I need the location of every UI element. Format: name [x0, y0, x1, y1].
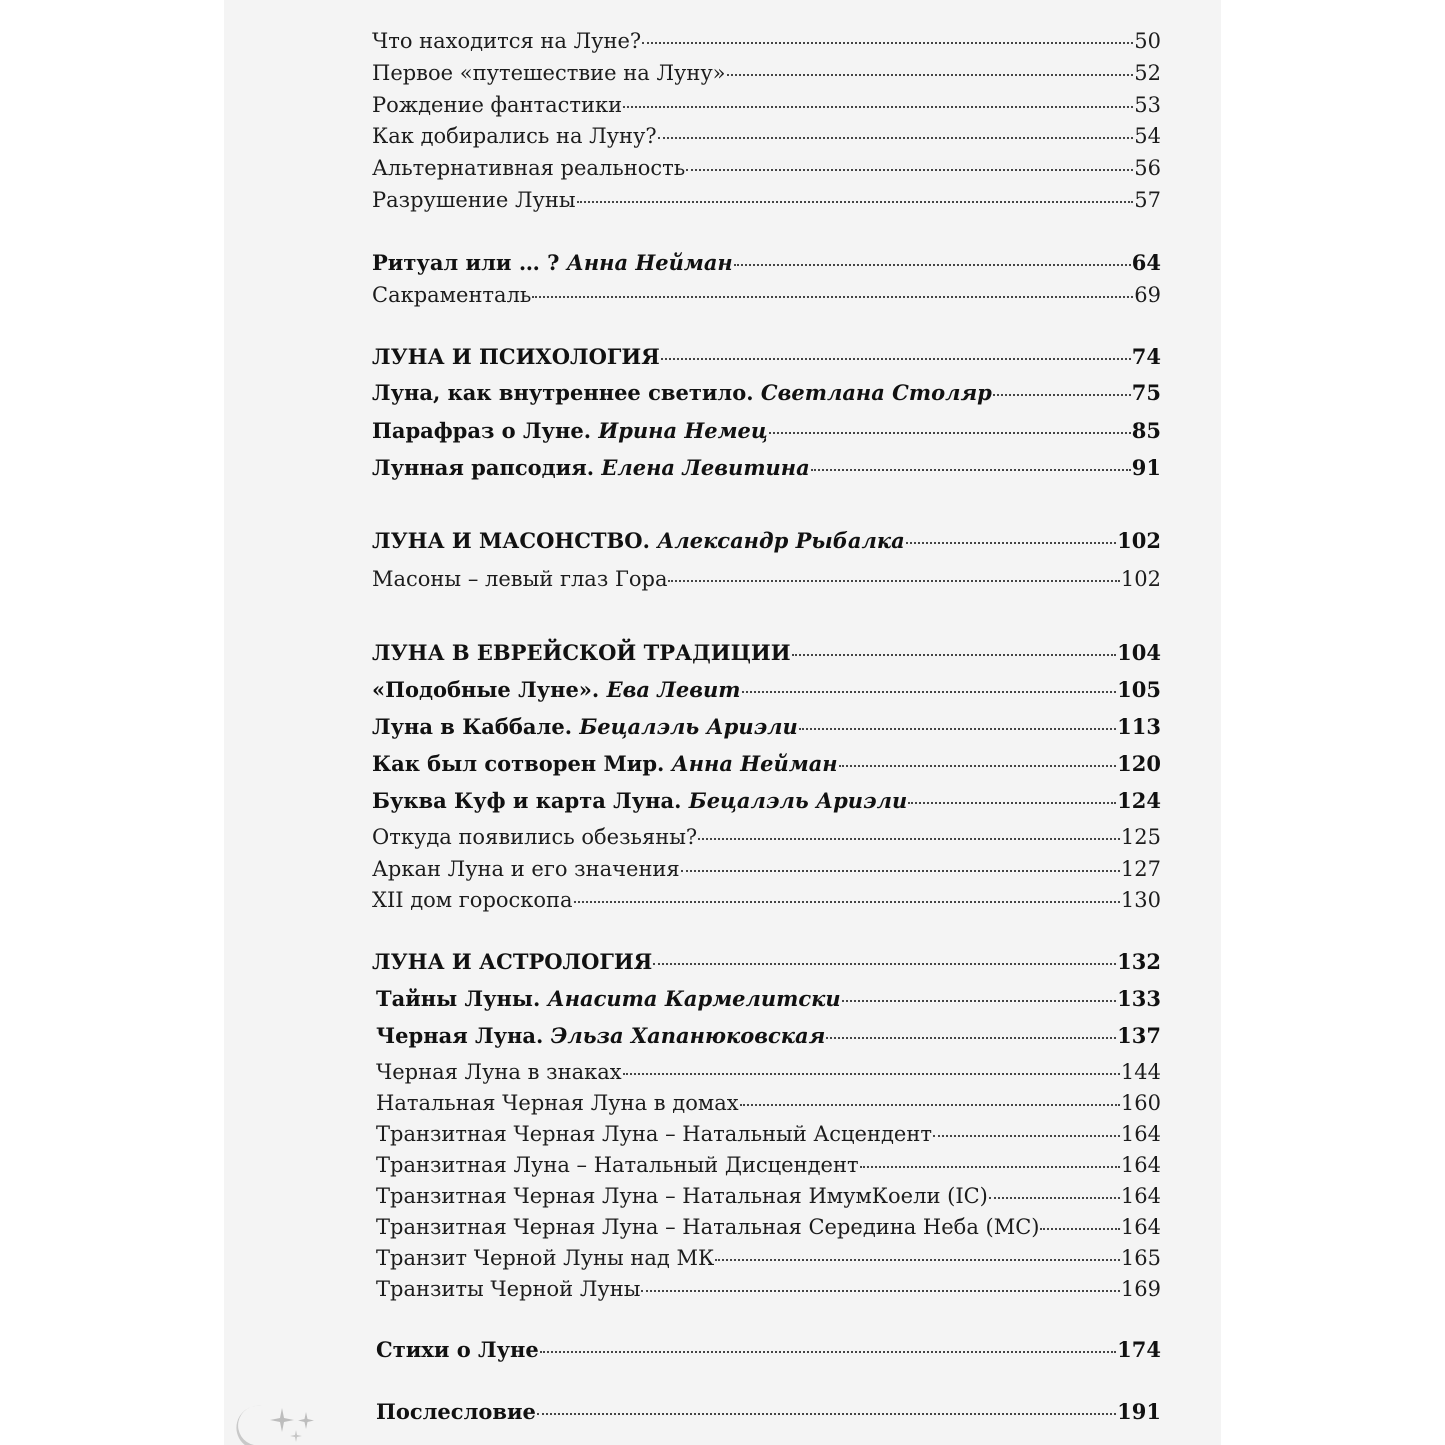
toc-entry-title: [372, 187, 576, 213]
toc-page-number: 160: [1120, 1091, 1161, 1115]
dot-leader: [842, 1000, 1116, 1002]
toc-page-number: 164: [1120, 1215, 1161, 1239]
toc-entry-title: [376, 1337, 539, 1363]
toc-page-number: 133: [1117, 986, 1161, 1011]
dot-leader: [860, 1166, 1120, 1168]
toc-page-number: 164: [1120, 1122, 1161, 1146]
toc-title-text: Транзитная Черная Луна – Натальный Асцендент: [376, 1122, 932, 1146]
toc-entry-title: [372, 123, 657, 149]
toc-title-text: Парафраз о Луне.: [372, 418, 599, 443]
toc-title-text: Черная Луна.: [376, 1023, 551, 1048]
book-page: [224, 0, 1221, 1445]
toc-entry-title: [372, 155, 685, 181]
toc-title-text: Рождение фантастики: [372, 93, 623, 117]
toc-title-text: Как добирались на Луну?: [372, 124, 657, 148]
toc-page-number: 120: [1117, 751, 1161, 776]
toc-page-number: 165: [1120, 1246, 1161, 1270]
toc-entry-title: [372, 714, 798, 740]
toc-title-text: Аркан Луна и его значения: [372, 857, 680, 881]
toc-title-text: ЛУНА В ЕВРЕЙСКОЙ ТРАДИЦИИ: [372, 640, 791, 665]
toc-entry: [372, 751, 1161, 777]
toc-entry-title: [372, 640, 791, 666]
toc-entry: [372, 28, 1161, 54]
toc-entry-title: [376, 1245, 714, 1271]
dot-leader: [1040, 1228, 1119, 1230]
dot-leader: [811, 469, 1131, 471]
toc-author: Эльза Хапанюковская: [550, 1023, 826, 1048]
toc-title-text: ЛУНА И МАСОНСТВО.: [372, 528, 658, 553]
toc-author: Елена Левитина: [601, 455, 810, 480]
dot-leader: [623, 1073, 1120, 1075]
dot-leader: [653, 963, 1116, 965]
toc-entry-title: [376, 1090, 739, 1116]
toc-title-text: «Подобные Луне».: [372, 677, 607, 702]
toc-page-number: 53: [1134, 93, 1161, 117]
dot-leader: [681, 870, 1120, 872]
toc-title-text: Транзит Черной Луны над МК: [376, 1246, 715, 1270]
dot-leader: [574, 901, 1120, 903]
toc-page-number: 85: [1131, 418, 1161, 443]
toc-entry: [376, 1152, 1161, 1178]
toc-entry: [376, 1090, 1161, 1116]
toc-entry-title: [372, 887, 573, 913]
dot-leader: [792, 654, 1117, 656]
toc-entry: [372, 640, 1161, 666]
toc-entry-title: [372, 92, 622, 118]
toc-entry: [376, 1023, 1161, 1049]
toc-entry: [376, 1121, 1161, 1147]
toc-entry-title: [372, 949, 652, 975]
toc-author: Ева Левит: [606, 677, 741, 702]
dot-leader: [727, 74, 1134, 76]
toc-entry: [372, 282, 1161, 308]
dot-leader: [742, 691, 1117, 693]
toc-entry-title: [372, 380, 992, 406]
toc-page-number: 50: [1134, 29, 1161, 53]
toc-page-number: 105: [1117, 677, 1161, 702]
dot-leader: [734, 264, 1131, 266]
toc-entry-title: [372, 856, 680, 882]
toc-author: Бецалэль Ариэли: [579, 714, 798, 739]
toc-entry: [376, 1059, 1161, 1085]
toc-entry: [372, 528, 1161, 554]
toc-page-number: 57: [1134, 188, 1161, 212]
dot-leader: [623, 106, 1133, 108]
toc-title-text: Послесловие: [376, 1399, 536, 1424]
dot-leader: [686, 169, 1133, 171]
dot-leader: [641, 1290, 1119, 1292]
toc-entry: [376, 1399, 1161, 1425]
toc-title-text: Масоны – левый глаз Гора: [372, 567, 668, 591]
toc-entry-title: [372, 455, 810, 481]
toc-title-text: Транзитная Черная Луна – Натальная ИмумКоели (IC): [376, 1184, 988, 1208]
toc-entry: [376, 1183, 1161, 1209]
toc-page-number: 132: [1117, 949, 1161, 974]
toc-entry-title: [372, 28, 641, 54]
dot-leader: [577, 201, 1134, 203]
dot-leader: [540, 1351, 1116, 1353]
toc-title-text: XII дом гороскопа: [372, 888, 573, 912]
toc-title-text: Первое «путешествие на Луну»: [372, 61, 726, 85]
toc-title-text: Буква Куф и карта Луна.: [372, 788, 689, 813]
toc-entry: [372, 123, 1161, 149]
dot-leader: [993, 394, 1131, 396]
toc-entry-title: [372, 824, 697, 850]
toc-entry-title: [376, 1059, 622, 1085]
toc-entry: [372, 788, 1161, 814]
toc-page-number: 91: [1131, 455, 1161, 480]
toc-title-text: Тайны Луны.: [376, 986, 548, 1011]
toc-entry-title: [372, 528, 905, 554]
toc-page-number: 174: [1117, 1337, 1161, 1362]
toc-page-number: 127: [1120, 857, 1161, 881]
toc-page-number: 64: [1131, 250, 1161, 275]
toc-page-number: 56: [1134, 156, 1161, 180]
dot-leader: [537, 1413, 1116, 1415]
toc-page-number: 125: [1120, 825, 1161, 849]
dot-leader: [908, 802, 1116, 804]
toc-entry-title: [376, 1023, 825, 1049]
toc-title-text: Ритуал или … ?: [372, 250, 567, 275]
toc-author: Анна Нейман: [671, 751, 838, 776]
toc-page-number: 69: [1134, 283, 1161, 307]
dot-leader: [906, 542, 1116, 544]
toc-title-text: Черная Луна в знаках: [376, 1060, 622, 1084]
toc-entry: [372, 418, 1161, 444]
toc-page-number: 164: [1120, 1184, 1161, 1208]
toc-entry: [372, 155, 1161, 181]
toc-page-number: 144: [1120, 1060, 1161, 1084]
toc-title-text: Лунная рапсодия.: [372, 455, 602, 480]
dot-leader: [658, 137, 1134, 139]
dot-leader: [740, 1104, 1120, 1106]
toc-title-text: Луна, как внутреннее светило.: [372, 380, 761, 405]
toc-title-text: Стихи о Луне: [376, 1337, 539, 1362]
toc-title-text: Сакраменталь: [372, 283, 532, 307]
toc-page-number: 164: [1120, 1153, 1161, 1177]
toc-title-text: Транзитная Луна – Натальный Дисцендент: [376, 1153, 859, 1177]
toc-author: Анасита Кармелитски: [547, 986, 841, 1011]
toc-entry: [372, 887, 1161, 913]
toc-title-text: ЛУНА И АСТРОЛОГИЯ: [372, 949, 653, 974]
toc-title-text: Откуда появились обезьяны?: [372, 825, 698, 849]
dot-leader: [839, 765, 1117, 767]
toc-entry-title: [372, 788, 907, 814]
toc-title-text: Транзитная Черная Луна – Натальная Середина Неба (MC): [376, 1215, 1040, 1239]
toc-entry: [376, 1276, 1161, 1302]
toc-author: Анна Нейман: [566, 250, 733, 275]
toc-page-number: 113: [1117, 714, 1161, 739]
toc-entry-title: [372, 566, 667, 592]
toc-author: Бецалэль Ариэли: [688, 788, 908, 813]
toc-entry: [376, 986, 1161, 1012]
toc-entry: [372, 455, 1161, 481]
toc-entry-title: [372, 60, 726, 86]
toc-entry-title: [372, 418, 768, 444]
toc-page-number: 54: [1134, 124, 1161, 148]
toc-entry-title: [372, 250, 733, 276]
toc-entry: [372, 60, 1161, 86]
dot-leader: [661, 358, 1131, 360]
toc-entry: [372, 714, 1161, 740]
dot-leader: [933, 1135, 1120, 1137]
toc-title-text: Что находится на Луне?: [372, 29, 642, 53]
toc-entry-title: [376, 1399, 536, 1425]
toc-entry: [372, 824, 1161, 850]
toc-title-text: Транзиты Черной Луны: [376, 1277, 641, 1301]
toc-page-number: 130: [1120, 888, 1161, 912]
toc-title-text: Натальная Черная Луна в домах: [376, 1091, 739, 1115]
dot-leader: [642, 42, 1133, 44]
toc-entry: [372, 856, 1161, 882]
toc-page-number: 102: [1120, 567, 1161, 591]
toc-author: Ирина Немец: [598, 418, 768, 443]
toc-entry: [372, 380, 1161, 406]
toc-entry-title: [376, 1276, 640, 1302]
toc-entry-title: [372, 677, 741, 703]
toc-entry-title: [376, 986, 841, 1012]
toc-author: Светлана Столяр: [760, 380, 992, 405]
dot-leader: [715, 1259, 1120, 1261]
dot-leader: [698, 838, 1120, 840]
toc-entry: [372, 250, 1161, 276]
dot-leader: [769, 432, 1131, 434]
toc-page-number: 124: [1117, 788, 1161, 813]
toc-entry-title: [372, 282, 531, 308]
toc-page-number: 52: [1134, 61, 1161, 85]
toc-title-text: ЛУНА И ПСИХОЛОГИЯ: [372, 344, 660, 369]
toc-entry-title: [376, 1183, 988, 1209]
toc-entry: [372, 566, 1161, 592]
toc-author: Александр Рыбалка: [657, 528, 905, 553]
toc-entry: [372, 187, 1161, 213]
toc-page-number: 75: [1131, 380, 1161, 405]
toc-page-number: 104: [1117, 640, 1161, 665]
toc-title-text: Альтернативная реальность: [372, 156, 686, 180]
toc-page-number: 169: [1120, 1277, 1161, 1301]
toc-page-number: 191: [1117, 1399, 1161, 1424]
toc-page-number: 74: [1131, 344, 1161, 369]
toc-entry-title: [376, 1214, 1039, 1240]
toc-page-number: 137: [1117, 1023, 1161, 1048]
toc-entry-title: [376, 1121, 932, 1147]
toc-entry: [372, 344, 1161, 370]
toc-title-text: Как был сотворен Мир.: [372, 751, 672, 776]
dot-leader: [532, 296, 1133, 298]
crescent-moon-stars-icon: [232, 1402, 322, 1445]
toc-title-text: Разрушение Луны: [372, 188, 576, 212]
toc-title-text: Луна в Каббале.: [372, 714, 580, 739]
dot-leader: [668, 580, 1119, 582]
toc-entry-title: [372, 344, 660, 370]
toc-entry: [376, 1337, 1161, 1363]
toc-entry: [372, 677, 1161, 703]
dot-leader: [989, 1197, 1120, 1199]
toc-entry-title: [372, 751, 838, 777]
dot-leader: [799, 728, 1116, 730]
dot-leader: [826, 1037, 1116, 1039]
toc-entry: [372, 949, 1161, 975]
toc-entry: [372, 92, 1161, 118]
toc-entry: [376, 1245, 1161, 1271]
toc-entry-title: [376, 1152, 859, 1178]
toc-page-number: 102: [1117, 528, 1161, 553]
toc-entry: [376, 1214, 1161, 1240]
